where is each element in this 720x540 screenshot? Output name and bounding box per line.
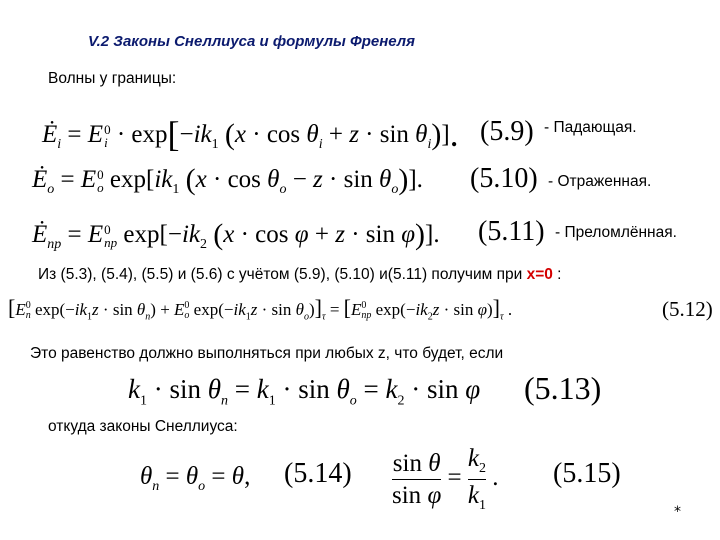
equation-5-9: $Ė_i = E$ 0 i · $\exp[-ik_1$ $(x \cdot \cos \theta_i + z \cdot \sin \theta_i)$]. (42, 114, 459, 154)
snell-text: откуда законы Снеллиуса: (48, 418, 238, 435)
condition-text-after: : (552, 266, 562, 283)
page-title: V.2 Законы Снеллиуса и формулы Френеля (88, 33, 415, 50)
equality-text: Это равенство должно выполняться при любых z, что будет, если (30, 345, 504, 362)
equation-number-5-10: (5.10) (470, 163, 538, 194)
equation-5-10: $Ė_o = E$ 0 o $\exp[ik_1$ $(x \cdot \cos \theta_o - z \cdot \sin \theta_o)$]. (32, 163, 423, 197)
equation-label-5-10: - Отраженная. (548, 173, 652, 190)
condition-text-before: Из (5.3), (5.4), (5.5) и (5.6) с учётом (5.9), (5.10) и(5.11) получим при (38, 266, 527, 283)
equation-5-11: $Ė_{np} = E$ 0 np $\exp[-ik_2$ (x · cos φ + z · sin φ)]. (32, 218, 440, 252)
equation-number-5-12: (5.12) (662, 297, 713, 321)
equation-number-5-11: (5.11) (478, 216, 545, 247)
footer-mark: * (674, 504, 681, 520)
equation-5-13: $k_1 \cdot \sin \theta_n = k_1 \cdot \sin \theta_o = k_2 \cdot \sin \varphi$ (128, 374, 481, 409)
equation-5-12: [E 0 n $\exp(-ik_1z \cdot \sin \theta_n) + E$ 0 o $\exp(-ik_1z \cdot \sin \theta_o)]_\tau = [E$ 0 np $\exp(-ik_2z \cdot \sin \varphi)]_\tau$ . (8, 295, 513, 323)
intro-text: Волны у границы: (48, 70, 177, 87)
equation-label-5-11: - Преломлённая. (555, 224, 677, 241)
equation-label-5-9: - Падающая. (544, 119, 637, 136)
equation-5-14: $\theta_n = \theta_o = \theta$, (140, 463, 251, 494)
equation-number-5-13: (5.13) (524, 370, 602, 406)
equation-number-5-9: (5.9) (480, 116, 534, 147)
equation-number-5-15: (5.15) (553, 458, 621, 489)
equation-5-15: $\frac{\text{sin θ}}{\text{sin φ}}$ = $\frac{k_2}{k_1}$ . (392, 445, 499, 513)
condition-highlight: x=0 (526, 266, 553, 283)
equation-number-5-14: (5.14) (284, 458, 352, 489)
condition-text (38, 266, 562, 284)
